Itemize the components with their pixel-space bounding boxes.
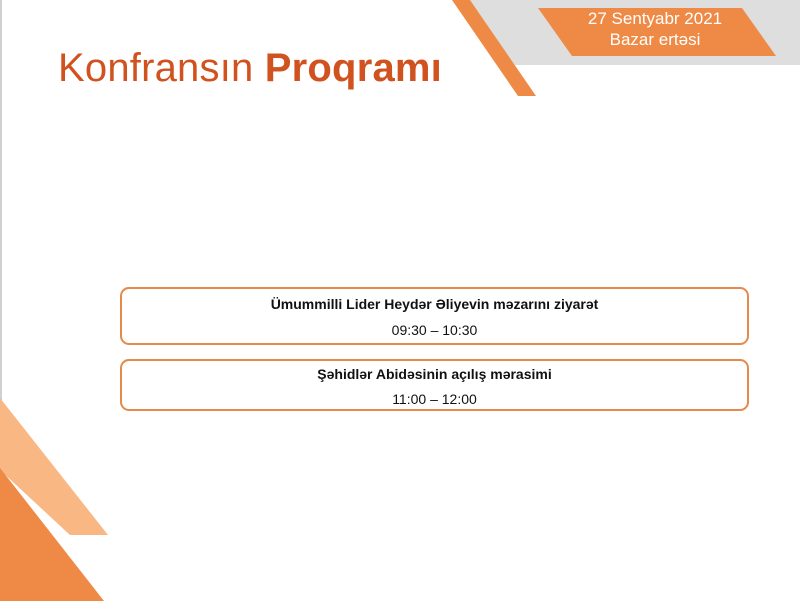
- session-list: [120, 287, 749, 425]
- session-time: 09:30 – 10:30: [391, 322, 478, 338]
- session-time: 11:00 – 12:00: [392, 391, 477, 407]
- page-title: [58, 44, 442, 92]
- title-regular: Konfransın: [58, 46, 265, 90]
- session-card: [120, 359, 749, 411]
- session-title: Ümummilli Lider Heydər Əliyevin məzarını ziyarət: [270, 296, 599, 312]
- title-bold: Proqramı: [264, 46, 442, 90]
- session-title: Şəhidlər Abidəsinin açılış mərasimi: [317, 366, 552, 382]
- date-badge: [562, 8, 748, 50]
- weekday-text: Bazar ertəsi: [609, 30, 701, 49]
- session-card: [120, 287, 749, 345]
- date-text: 27 Sentyabr 2021: [587, 9, 723, 28]
